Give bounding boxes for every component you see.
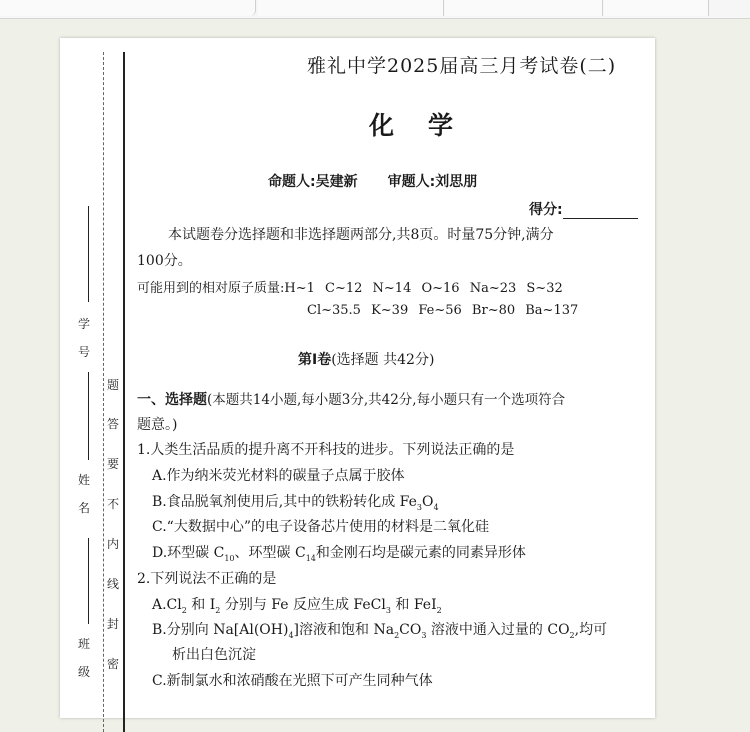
q2-option-c: C.新制氯水和浓硝酸在光照下可产生同种气体 (152, 673, 433, 689)
q1-option-b (152, 491, 439, 512)
q1-b-text: B.食品脱氧剂使用后,其中的铁粉转化成 Fe (152, 494, 417, 510)
binding-word: 题 (106, 378, 119, 392)
binding-word: 内 (106, 537, 119, 551)
toolbar-tab[interactable] (604, 0, 709, 16)
q2-b-text: ,均可 (574, 622, 608, 638)
score-label: 得分: (529, 202, 563, 218)
q2-b-text: 溶液中通入过量的 CO (426, 622, 570, 638)
intro-line-2: 100分。 (137, 253, 192, 269)
setter-name: 吴建新 (315, 174, 358, 190)
q2-b-sub: 4 (288, 630, 294, 640)
school-title: 雅礼中学2025届高三月考试卷(二) (307, 55, 617, 77)
q2-a-text: A.Cl (152, 597, 182, 613)
q2-stem: 2.下列说法不正确的是 (137, 571, 277, 587)
q1-option-d (152, 542, 526, 563)
q2-a-text: 分别与 Fe 反应生成 FeCl (220, 597, 386, 613)
q1-d-sub: 14 (305, 553, 316, 563)
reviewer-name: 刘思朋 (435, 174, 478, 190)
binding-word: 不 (106, 497, 119, 511)
part1-desc: (选择题 共42分) (331, 352, 435, 368)
q2-a-sub: 3 (385, 605, 391, 615)
subject-title: 化学 (369, 111, 488, 140)
section1-title: 一、选择题 (137, 392, 207, 408)
q2-a-text: 和 I (186, 597, 216, 613)
toolbar-tab[interactable] (0, 0, 256, 16)
q1-stem: 1.人类生活品质的提升离不开科技的进步。下列说法正确的是 (137, 442, 515, 458)
reviewer-label: 审题人: (387, 174, 436, 190)
name-label: 姓名 (77, 473, 90, 515)
part1-heading (298, 349, 434, 369)
q2-option-b-line-2: 析出白色沉淀 (172, 647, 256, 663)
q1-d-text: 和金刚石均是碳元素的同素异形体 (315, 545, 526, 561)
score-blank[interactable] (563, 203, 638, 219)
name-line[interactable] (88, 372, 89, 460)
setter-label: 命题人: (268, 174, 316, 190)
binding-word: 答 (106, 417, 119, 431)
class-line[interactable] (88, 538, 89, 624)
q2-b-text: CO (399, 622, 422, 638)
viewer-toolbar (0, 0, 750, 19)
atomic-mass-line-1 (137, 277, 563, 296)
binding-word: 线 (106, 577, 119, 591)
q1-option-c: C.“大数据中心”的电子设备芯片使用的材料是二氧化硅 (152, 519, 489, 535)
q2-option-b (152, 619, 607, 640)
q2-option-a (152, 594, 442, 615)
binding-word: 要 (106, 457, 119, 471)
binding-dotted-line (103, 52, 104, 732)
class-label: 班级 (77, 637, 90, 679)
section1-desc-line-2: 题意。) (137, 417, 178, 433)
authors-line (268, 171, 477, 191)
binding-solid-line (123, 52, 125, 732)
atomic-mass-line-2: Cl~35.5 K~39 Fe~56 Br~80 Ba~137 (307, 303, 579, 318)
score-field (529, 199, 638, 219)
section1-desc: (本题共14小题,每小题3分,共42分,每小题只有一个选项符合 (207, 392, 566, 408)
student-id-label: 学号 (77, 317, 90, 359)
q2-a-sub: 2 (215, 605, 221, 615)
q2-b-sub: 2 (569, 630, 575, 640)
q1-d-text: 、环型碳 C (234, 545, 306, 561)
q2-a-sub: 2 (181, 605, 187, 615)
part1-title: 第Ⅰ卷 (298, 352, 332, 368)
q1-b-sub: 4 (433, 502, 439, 512)
q1-b-text: O (421, 494, 434, 510)
q1-option-a: A.作为纳米荧光材料的碳量子点属于胶体 (152, 468, 405, 484)
q2-a-text: 和 FeI (390, 597, 437, 613)
q1-b-sub: 3 (416, 502, 422, 512)
q2-b-text: B.分别向 Na[Al(OH) (152, 622, 289, 638)
binding-word: 封 (106, 617, 119, 631)
section1-heading (137, 388, 565, 409)
q2-b-text: ]溶液和饱和 Na (293, 622, 395, 638)
q2-b-sub: 2 (394, 630, 400, 640)
toolbar-tab[interactable] (258, 0, 444, 16)
q2-b-sub: 3 (421, 630, 427, 640)
toolbar-tab[interactable] (445, 0, 603, 16)
q2-a-sub: 2 (436, 605, 442, 615)
student-id-line[interactable] (88, 206, 89, 302)
exam-page (60, 38, 655, 718)
q1-d-text: D.环型碳 C (152, 545, 225, 561)
intro-line-1: 本试题卷分选择题和非选择题两部分,共8页。时量75分钟,满分 (168, 227, 554, 243)
q1-d-sub: 10 (224, 553, 235, 563)
binding-word: 密 (106, 657, 119, 671)
atomic-mass-label: 可能用到的相对原子质量: (137, 281, 285, 296)
atomic-mass-values-1: H~1 C~12 N~14 O~16 Na~23 S~32 (284, 281, 563, 296)
